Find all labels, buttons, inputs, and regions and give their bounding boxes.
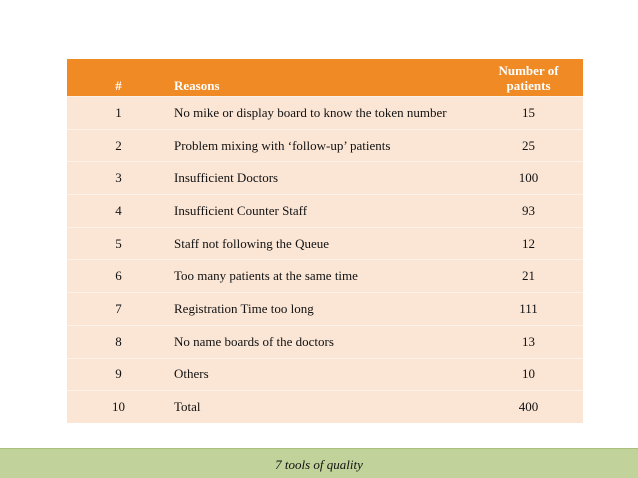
footer-text: 7 tools of quality [275,457,363,472]
table-row [67,129,583,162]
row-count: 93 [474,195,583,228]
table-header [67,59,583,97]
table-row-total [67,391,583,423]
table-row [67,227,583,260]
row-count: 21 [474,260,583,293]
row-count: 25 [474,129,583,162]
row-count: 13 [474,325,583,358]
row-number: 6 [67,260,170,293]
row-reason: No mike or display board to know the token number [170,97,474,130]
table-body [67,97,583,423]
row-reason: Registration Time too long [170,293,474,326]
row-count: 100 [474,162,583,195]
row-reason: No name boards of the doctors [170,325,474,358]
table-row [67,293,583,326]
row-number: 3 [67,162,170,195]
header-row [67,59,583,97]
row-number: 9 [67,358,170,391]
row-reason: Total [170,391,474,423]
table-row [67,325,583,358]
row-number: 2 [67,129,170,162]
row-reason: Problem mixing with ‘follow-up’ patients [170,129,474,162]
row-number: 7 [67,293,170,326]
row-count: 111 [474,293,583,326]
reasons-table-container [67,59,583,423]
table-row [67,97,583,130]
table-row [67,260,583,293]
row-number: 10 [67,391,170,423]
row-count: 15 [474,97,583,130]
row-number: 8 [67,325,170,358]
row-reason: Staff not following the Queue [170,227,474,260]
row-reason: Insufficient Counter Staff [170,195,474,228]
row-count: 10 [474,358,583,391]
header-number: # [67,59,170,97]
row-count: 12 [474,227,583,260]
table-row [67,195,583,228]
header-reasons: Reasons [170,59,474,97]
row-reason: Others [170,358,474,391]
row-count: 400 [474,391,583,423]
row-number: 1 [67,97,170,130]
table-row [67,358,583,391]
header-patients: Number of patients [474,59,583,97]
row-number: 4 [67,195,170,228]
row-reason: Insufficient Doctors [170,162,474,195]
row-number: 5 [67,227,170,260]
row-reason: Too many patients at the same time [170,260,474,293]
reasons-table [67,59,583,423]
table-row [67,162,583,195]
